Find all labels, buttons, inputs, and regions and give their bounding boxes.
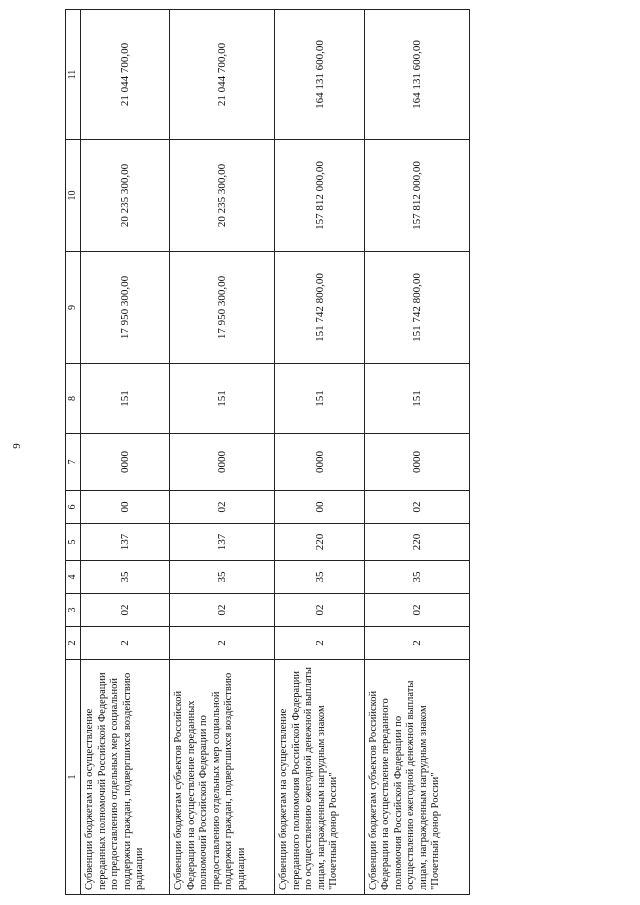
table-cell: 151: [275, 364, 364, 434]
row-description: Субвенции бюджетам на осуществление переданного полномочия Российской Федерации по осуществлению ежегодной денежной выплаты лицам, награжденным нагрудным знаком "Почетный донор России": [275, 660, 364, 895]
table-cell: 0000: [275, 434, 364, 491]
table-cell: 2: [170, 627, 275, 660]
table-cell: 02: [364, 491, 469, 524]
table-cell: 220: [275, 524, 364, 561]
table-cell: 02: [275, 594, 364, 627]
header-row: [66, 10, 81, 895]
rotated-table-container: [65, 10, 470, 895]
amount-cell: 20 235 300,00: [170, 140, 275, 252]
row-description: Субвенции бюджетам на осуществление переданных полномочий Российской Федерации по предоставлению отдельных мер социальной поддержки граждан, подвергшихся воздействию радиации: [81, 660, 170, 895]
table-cell: 220: [364, 524, 469, 561]
amount-cell: 21 044 700,00: [81, 10, 170, 140]
row-description: Субвенции бюджетам субъектов Российской Федерации на осуществление переданных полномочий Российской Федерации по предоставлению отдельных мер социальной поддержки граждан, подвергшихся воздействию радиации: [170, 660, 275, 895]
column-header: 11: [66, 10, 81, 140]
table-cell: 2: [275, 627, 364, 660]
column-header: 7: [66, 434, 81, 491]
table-cell: 0000: [364, 434, 469, 491]
amount-cell: 20 235 300,00: [81, 140, 170, 252]
amount-cell: 157 812 000,00: [364, 140, 469, 252]
table-row: [81, 10, 170, 895]
amount-cell: 151 742 800,00: [364, 252, 469, 364]
amount-cell: 164 131 600,00: [275, 10, 364, 140]
amount-cell: 157 812 000,00: [275, 140, 364, 252]
row-description: Субвенции бюджетам субъектов Российской Федерации на осуществление переданного полномочия Российской Федерации по осуществлению ежегодной денежной выплаты лицам, награжденным нагрудным знаком "Почетный донор России": [364, 660, 469, 895]
column-header: 4: [66, 561, 81, 594]
column-header: 3: [66, 594, 81, 627]
table-cell: 137: [170, 524, 275, 561]
column-header: 5: [66, 524, 81, 561]
table-cell: 0000: [81, 434, 170, 491]
amount-cell: 164 131 600,00: [364, 10, 469, 140]
table-cell: 35: [170, 561, 275, 594]
table-row: [364, 10, 469, 895]
table-cell: 35: [81, 561, 170, 594]
table-cell: 02: [81, 594, 170, 627]
table-row: [275, 10, 364, 895]
column-header: 1: [66, 660, 81, 895]
table-cell: 2: [364, 627, 469, 660]
table-cell: 35: [364, 561, 469, 594]
amount-cell: 151 742 800,00: [275, 252, 364, 364]
column-header: 9: [66, 252, 81, 364]
table-cell: 00: [275, 491, 364, 524]
table-cell: 151: [81, 364, 170, 434]
table-cell: 151: [364, 364, 469, 434]
column-header: 6: [66, 491, 81, 524]
column-header: 8: [66, 364, 81, 434]
budget-table: [65, 9, 470, 895]
amount-cell: 17 950 300,00: [81, 252, 170, 364]
column-header: 10: [66, 140, 81, 252]
table-cell: 00: [81, 491, 170, 524]
table-cell: 137: [81, 524, 170, 561]
table-cell: 02: [170, 491, 275, 524]
table-cell: 35: [275, 561, 364, 594]
table-row: [170, 10, 275, 895]
column-header: 2: [66, 627, 81, 660]
table-cell: 151: [170, 364, 275, 434]
amount-cell: 17 950 300,00: [170, 252, 275, 364]
table-cell: 2: [81, 627, 170, 660]
page-number: 9: [11, 443, 23, 449]
table-cell: 02: [170, 594, 275, 627]
amount-cell: 21 044 700,00: [170, 10, 275, 140]
table-cell: 02: [364, 594, 469, 627]
table-cell: 0000: [170, 434, 275, 491]
